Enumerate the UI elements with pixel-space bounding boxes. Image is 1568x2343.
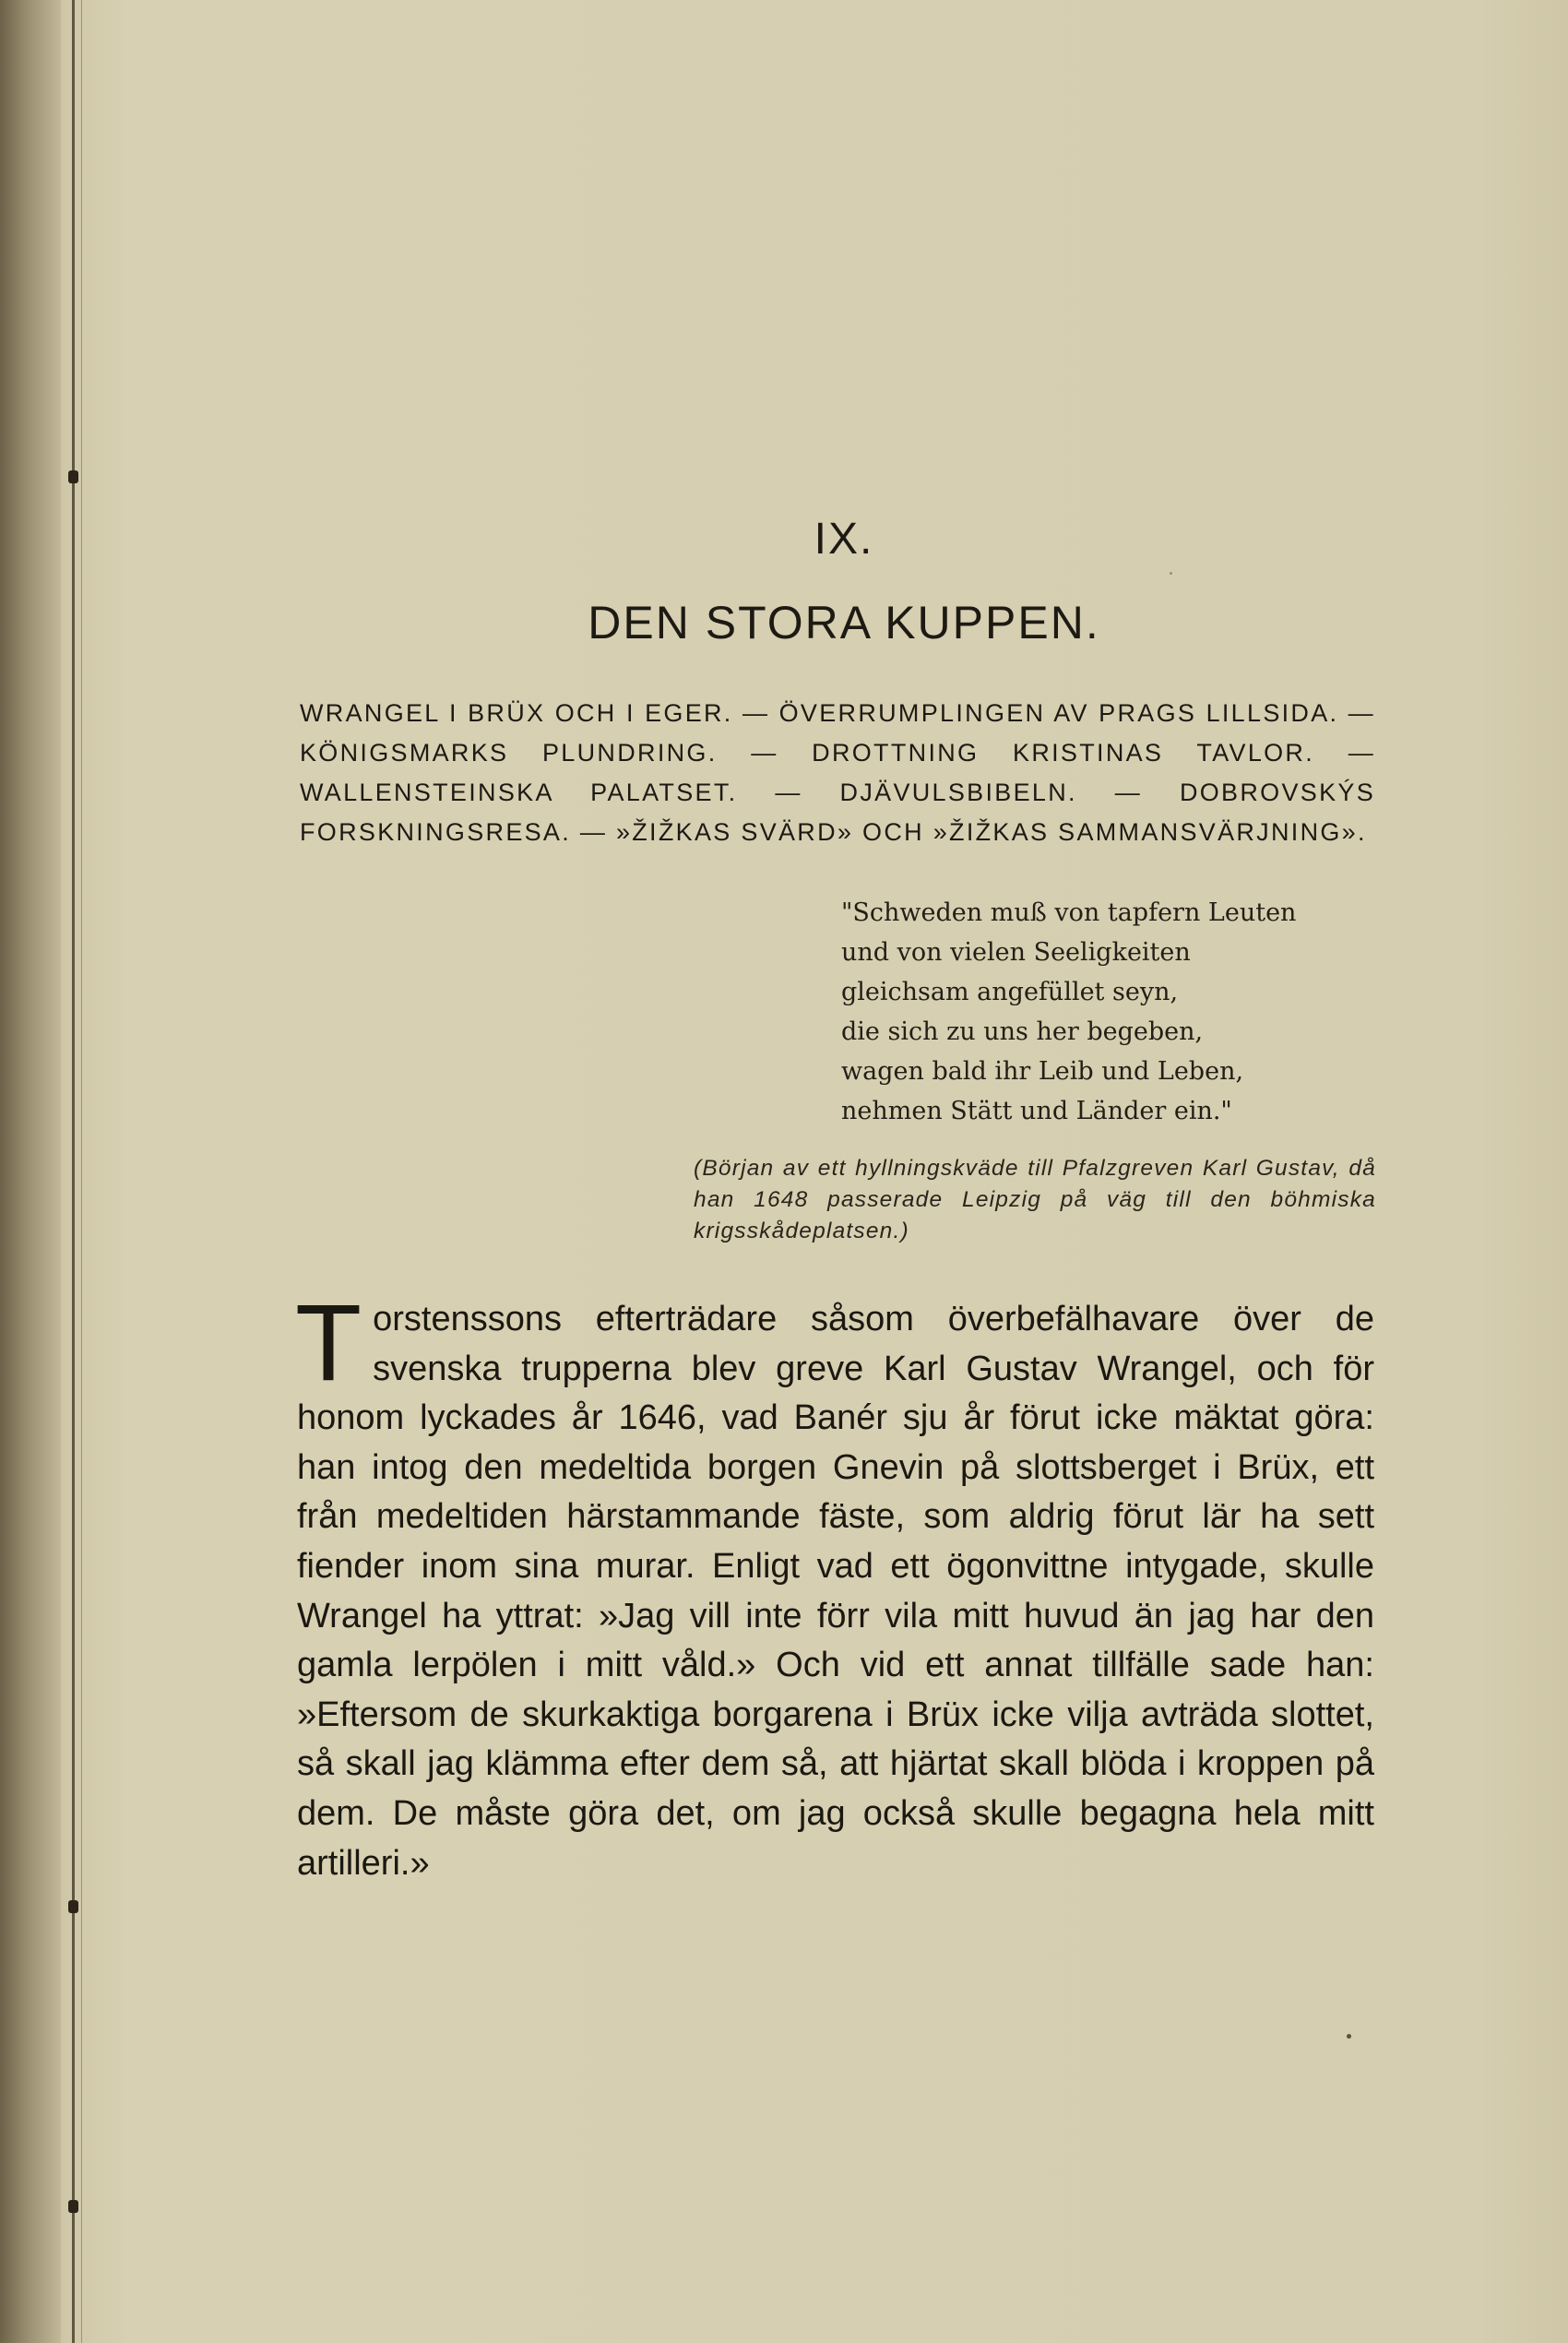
chapter-number: IX.	[814, 515, 874, 564]
body-text: efterträdare såsom överbefälhavare över de svenska trupperna blev greve Karl Gustav Wrangel, och för honom lyckades år 1646, vad Banér sju år förut icke mäktat göra: han intog den medeltida borgen Gnevin på slottsberget i Brüx, ett från medeltiden härstammande fäste, som aldrig förut lär ha sett fiender inom sina murar. Enligt vad ett ögonvittne intygade, skulle Wrangel ha yttrat: »Jag vill inte förr vila mitt huvud än jag har den gamla lerpölen i mitt våld.» Och vid ett annat tillfälle sade han: »Eftersom de skurkaktiga borgarena i Brüx icke vilja avträda slottet, så skall jag klämma efter dem så, att hjärtat skall blöda i kroppen på dem. De måste göra det, om jag också skulle begagna hela mitt artilleri.»	[297, 1300, 1374, 1883]
epigraph-caption: (Början av ett hyllningskväde till Pfalzgreven Karl Gustav, då han 1648 passerade Leipzig på väg till den böhmiska krigsskådeplatsen.)	[694, 1156, 1376, 1243]
epigraph-poem	[841, 893, 1358, 1131]
epigraph-line: wagen bald ihr Leib und Leben,	[841, 1057, 1244, 1086]
paper-speck	[1170, 572, 1172, 575]
drop-cap: T	[295, 1282, 362, 1404]
paper-speck	[1347, 2034, 1351, 2039]
epigraph-line: "Schweden muß von tapfern Leuten	[841, 898, 1297, 927]
chapter-summary: WRANGEL I BRÜX OCH I EGER. — ÖVERRUMPLINGEN AV PRAGS LILLSIDA. — KÖNIGSMARKS PLUNDRING. — DROTTNING KRISTINAS TAVLOR. — WALLENSTEINSKA PALATSET. — DJÄVULSBIBELN. — DOBROVSKÝS FORSKNINGSRESA. — »ŽIŽKAS SVÄRD» OCH »ŽIŽKAS SAMMANSVÄRJNING».	[300, 699, 1375, 846]
epigraph-line: gleichsam angefüllet seyn,	[841, 978, 1179, 1006]
first-word-rest: orstenssons	[373, 1300, 562, 1338]
chapter-title: DEN STORA KUPPEN.	[588, 597, 1100, 648]
epigraph-line: nehmen Stätt und Länder ein."	[841, 1097, 1232, 1125]
epigraph-line: die sich zu uns her begeben,	[841, 1017, 1204, 1046]
epigraph-line: und von vielen Seeligkeiten	[841, 938, 1191, 967]
body-paragraph	[295, 1282, 1374, 1888]
